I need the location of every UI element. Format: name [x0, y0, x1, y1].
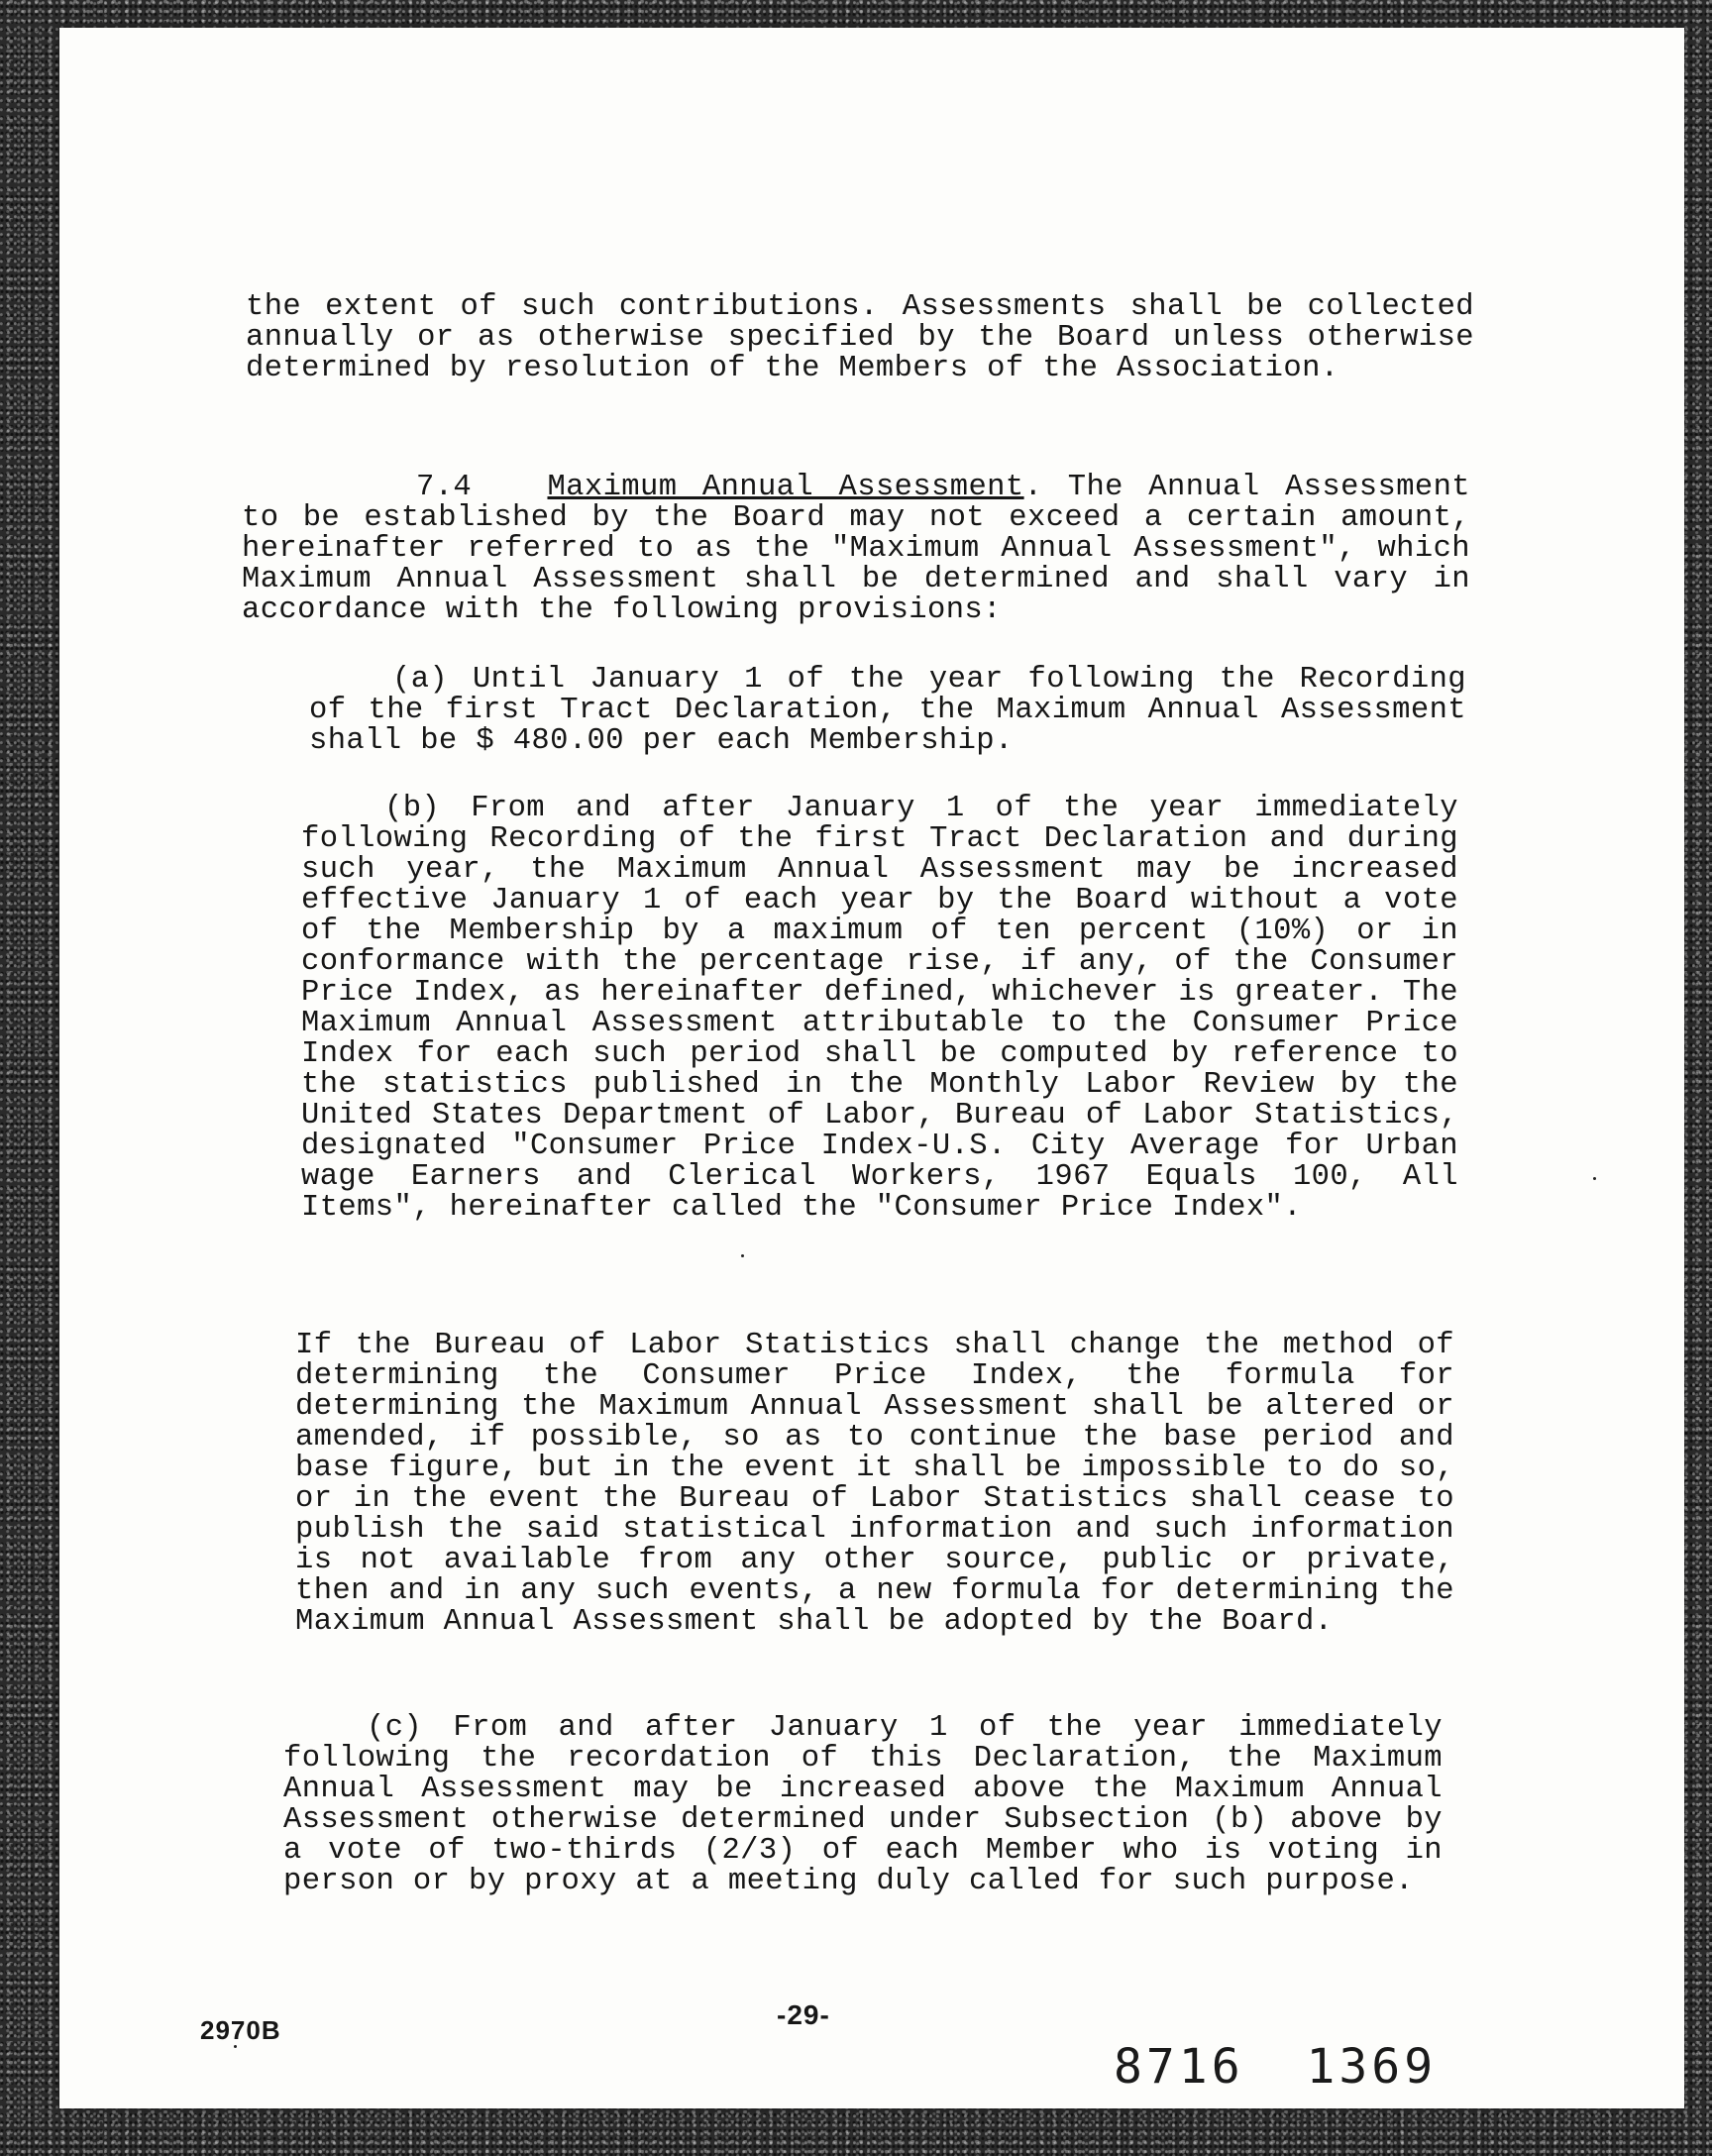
scan-speck	[234, 2045, 237, 2048]
paragraph-b: (b) From and after January 1 of the year immediately following Recording of the first Tract Declaration and during such year, the Maximum Annual Assessment may be increased effective January 1 of each year by the Board without a vote of the Membership by a maximum of ten percent (10%) or in conformance with the percentage rise, if any, of the Consumer Price Index, as hereinafter defined, whichever is greater. The Maximum Annual Assessment attributable to the Consumer Price Index for each such period shall be computed by reference to the statistics published in the Monthly Labor Review by the United States Department of Labor, Bureau of Labor Statistics, designated "Consumer Price Index-U.S. City Average for Urban wage Earners and Clerical Workers, 1967 Equals 100, All Items", hereinafter called the "Consumer Price Index".	[301, 791, 1458, 1225]
scan-speck	[741, 1254, 744, 1257]
document-page	[59, 28, 1684, 2108]
scan-speck	[1593, 1177, 1596, 1180]
paragraph-a: (a) Until January 1 of the year following the Recording of the first Tract Declaration, the Maximum Annual Assessment shall be $ 480.00 per each Membership.	[309, 662, 1466, 758]
section-body: . The Annual Assessment to be established by the Board may not exceed a certain amount, hereinafter referred to as the "Maximum Annual Assessment", which Maximum Annual Assessment shall be determined and shall vary in accordance with the following provisions:	[242, 470, 1471, 627]
recording-stamp-number: 8716 1369	[1114, 2039, 1438, 2095]
section-heading: Maximum Annual Assessment	[547, 470, 1024, 504]
paragraph-bureau-change: If the Bureau of Labor Statistics shall change the method of determining the Consumer Price Index, the formula for determining the Maximum Annual Assessment shall be altered or amended, if possible, so as to continue the base period and base figure, but in the event it shall be impossible to do so, or in the event the Bureau of Labor Statistics shall cease to publish the said statistical information and such information is not available from any other source, public or private, then and in any such events, a new formula for determining the Maximum Annual Assessment shall be adopted by the Board.	[295, 1328, 1454, 1639]
paragraph-c: (c) From and after January 1 of the year immediately following the recordation of this Declaration, the Maximum Annual Assessment may be increased above the Maximum Annual Assessment otherwise determined under Subsection (b) above by a vote of two-thirds (2/3) of each Member who is voting in person or by proxy at a meeting duly called for such purpose.	[283, 1710, 1443, 1898]
page-number: -29-	[777, 1999, 830, 2030]
section-7-4-paragraph	[242, 470, 1471, 627]
document-code: 2970B	[200, 2015, 281, 2045]
paragraph-contributions: the extent of such contributions. Assessments shall be collected annually or as otherwise specified by the Board unless otherwise determined by resolution of the Members of the Association.	[246, 289, 1474, 385]
section-number: 7.4	[416, 470, 473, 504]
